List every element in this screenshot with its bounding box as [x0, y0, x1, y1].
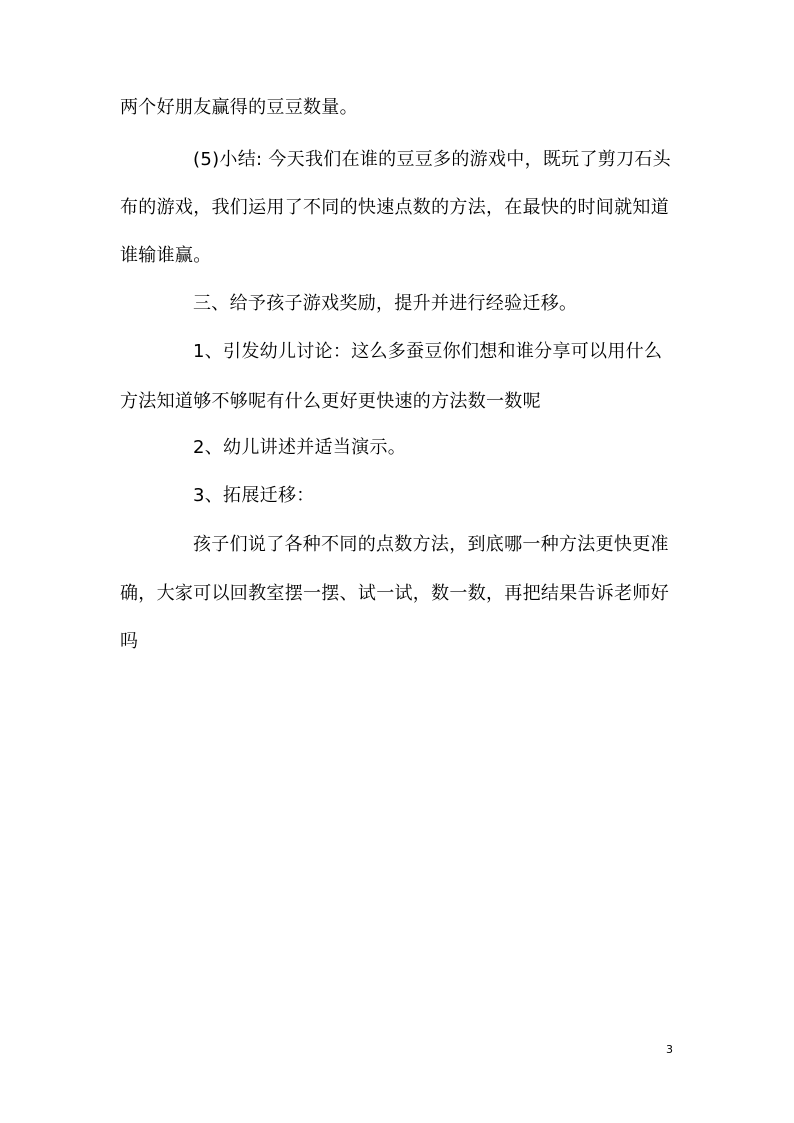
list-item-2: 2、幼儿讲述并适当演示。	[193, 437, 407, 458]
summary-line: (5)小结: 今天我们在谁的豆豆多的游戏中，既玩了剪刀石头	[193, 149, 671, 170]
paragraph-line-3: 布的游戏，我们运用了不同的快速点数的方法，在最快的时间就知道	[120, 197, 669, 218]
paragraph-conclusion-line-2: 确，大家可以回教室摆一摆、试一试，数一数，再把结果告诉老师好	[120, 583, 669, 604]
page-number: 3	[666, 1043, 673, 1056]
section-heading-3: 三、给予孩子游戏奖励，提升并进行经验迁移。	[193, 293, 578, 314]
paragraph-conclusion-line-1: 孩子们说了各种不同的点数方法，到底哪一种方法更快更准	[193, 534, 669, 555]
list-item-3: 3、拓展迁移：	[193, 485, 315, 506]
paragraph-line-1: 两个好朋友赢得的豆豆数量。	[120, 97, 358, 118]
list-item-1-continued: 方法知道够不够呢有什么更好更快速的方法数一数呢	[120, 391, 541, 412]
list-item-1: 1、引发幼儿讨论：这么多蚕豆你们想和谁分享可以用什么	[193, 341, 663, 362]
paragraph-line-4: 谁输谁赢。	[120, 245, 212, 266]
paragraph-conclusion-line-3: 吗	[120, 631, 139, 652]
